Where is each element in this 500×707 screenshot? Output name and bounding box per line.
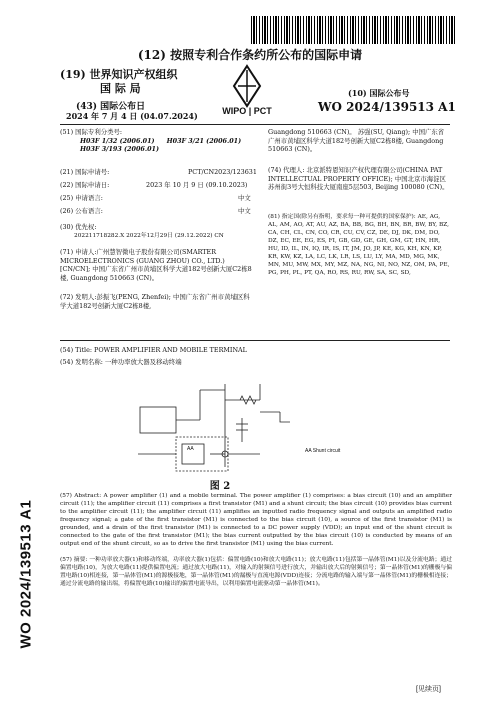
field-21: (21) 国际申请号: [60,168,110,176]
pub-no-label: (10) 国际公布号 [348,88,410,98]
field-22-value: 2023 年 10 月 9 日 (09.10.2023) [146,181,248,189]
abstract-chinese: (57) 摘要: 一种功率放大器(1)和移动终端，功率放大器(1)包括：偏置电路(10)和放大电路(11)；放大电路(11)包括第一晶体管(M1)以及分流电路；通过偏置电路(10)，为放大电路(11)提供偏置电流；通过放大电路(11)，对输入的射频信号进行放大，并输出放大后的射频信号；第一晶体管(M1)的栅极与偏置电路(10)相连接，第一晶体管(M1)的源极接地，第一晶体管(M1)的漏极与直流电源(VDD)连接；分流电路的输入端与第一晶体管(M1)的栅极相连接；通过分流电路的输出端，将偏置电路(10)输出的偏置电流导出，以利用偏置电流驱动第一晶体管(M1)。 [60,557,452,587]
barcode [251,16,457,44]
continued-note: [见续页] [416,686,441,693]
org-line1: (19) 世界知识产权组织 [60,68,178,81]
ipc-code-2: H03F 3/21 (2006.01) [166,136,242,145]
abstract-english: (57) Abstract: A power amplifier (1) and a mobile terminal. The power amplifier (1) comprises: a bias circuit (10) and an amplifier circuit (11); the amplifier circuit (11) comprises a first transistor (M1) and a shunt circuit; the bias circuit (10) provides bias current to the amplifier circuit (11); the amplifier circuit (11) amplifies an inputted radio frequency signal and outputs an amplified radio frequency signal; a gate of the first transistor (M1) is connected to the bias circuit (10), a source of the first transistor (M1) is grounded, and a drain of the first transistor (M1) is connected to a DC power supply (VDD); an input end of the shunt circuit is connected to the gate of the first transistor (M1); the bias current outputted by the bias circuit (10) is conducted by means of an output end of the shunt circuit, so as to drive the first transistor (M1) using the bias current. [60,493,452,547]
side-publication-number: WO 2024/139513 A1 [17,499,35,649]
field-25-value: 中文 [238,194,251,202]
field-51-label: (51) 国际专利分类号: [60,128,123,136]
figure-legend: AA Shunt circuit [305,448,341,454]
org-line2: 国 际 局 [100,82,141,95]
field-71-applicant: (71) 申请人:广州慧智微电子股份有限公司(SMARTER MICROELECTRONICS (GUANG ZHOU) CO., LTD.) [CN/CN]; 中国广东省广州市黄埔区科学大道182号创新大厦C2栋8楼, Guangdong 510663 (CN)。 [60,248,252,282]
field-30-value: 202211718282.X 2022年12月29日 (29.12.2022) CN [74,232,224,239]
title-rule [60,340,450,341]
field-26: (26) 公布语言: [60,207,103,215]
pub-date: 2024 年 7 月 4 日 (04.07.2024) [66,111,198,121]
field-22: (22) 国际申请日: [60,181,110,189]
field-21-value: PCT/CN2023/123631 [188,168,257,176]
figure-caption: 图 2 [209,481,231,492]
shunt-box-label: AA [187,446,194,452]
pub-date-label: (43) 国际公布日 [76,102,146,112]
field-26-value: 中文 [238,207,251,215]
ipc-code-1: H03F 1/32 (2006.01) [80,136,155,145]
ipc-code-3: H03F 3/193 (2006.01) [80,145,159,154]
field-25: (25) 申请语言: [60,194,103,202]
wipo-logo-text: WIPO | PCT [222,106,272,116]
pub-no: WO 2024/139513 A1 [318,100,456,114]
inventor-continued: Guangdong 510663 (CN)。 苏强(SU, Qiang); 中国广东省广州市黄埔区科学大道182号创新大厦C2栋8楼, Guangdong 510663 (CN)。 [268,128,445,154]
field-81-designated-states: (81) 指定国(除另有指明，要求每一种可提供的国家保护): AE, AG, AL, AM, AO, AT, AU, AZ, BA, BB, BG, BH, BN, BR, BW, BY, BZ, CA, CH, CL, CN, CO, CR, CU, CV, CZ, DE, DJ, DK, DM, DO, DZ, EC, EE, EG, ES, FI, GB, GD, GE, GH, GM, GT, HN, HR, HU, ID, IL, IN, IQ, IR, IS, IT, JM, JO, JP, KE, KG, KH, KN, KP, KR, KW, KZ, LA, LC, LK, LR, LS, LU, LY, MA, MD, MG, MK, MN, MU, MW, MX, MY, MZ, NA, NG, NI, NO, NZ, OM, PA, PE, PG, PH, PL, PT, QA, RO, RS, RU, RW, SA, SC, SD, [268,214,450,276]
field-30: (30) 优先权: [60,223,97,231]
document-title: (12) 按照专利合作条约所公布的国际申请 [137,48,363,62]
title-english: (54) Title: POWER AMPLIFIER AND MOBILE TERMINAL [60,346,247,354]
title-chinese: (54) 发明名称: 一种功率放大器及移动终端 [60,358,182,366]
field-74-agent: (74) 代理人: 北京派特恩知识产权代理有限公司(CHINA PAT INTELLECTUAL PROPERTY OFFICE); 中国北京市海淀区苏州街3号大恒科技大厦南座5层503, Beijing 100080 (CN)。 [268,166,449,192]
field-72-inventor: (72) 发明人:彭振飞(PENG, Zhenfei); 中国广东省广州市黄埔区科学大道182号创新大厦C2栋8楼, [60,293,250,310]
header-rule [60,124,450,125]
circuit-diagram [130,382,375,474]
